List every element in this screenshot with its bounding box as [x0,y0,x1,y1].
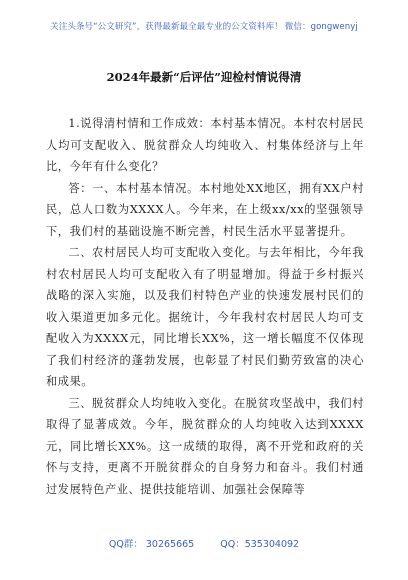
paragraph-1: 1.说得清村情和工作成效：本村基本情况。本村农村居民人均可支配收入、脱贫群众人均纯收入、村集体经济与上年比，今年有什么变化？ [46,117,364,173]
paragraph-2: 答：一、本村基本情况。本村地处XX地区，拥有XX户村民，总人口数为XXXX人。今年来，在上级xx/xx的坚强领导下，我们村的基础设施不断完善，村民生活水平显著提升。 [46,181,364,238]
paragraph-3: 二、农村居民人均可支配收入变化。与去年相比，今年我村农村居民人均可支配收入有了明显增加。得益于乡村振兴战略的深入实施，以及我们村特色产业的快速发展村民们的收入渠道更加多元化。据统计，今年我村农村居民人均可支配收入为XXXX元，同比增长XX%，这一增长幅度不仅体现了我们村经济的蓬勃发展，也彰显了村民们勤劳致富的决心和成果。 [46,246,364,388]
footer-qq: QQ：535304092 [220,539,300,550]
header-banner [0,20,408,32]
header-wechat: 微信：gongwenyj [284,22,358,32]
footer-contact [0,536,408,550]
header-banner-text: 关注头条号“公文研究”，获得最新最全最专业的公文资料库！ [50,22,283,32]
footer-qq-group: QQ群： 30265665 [108,539,195,550]
paragraph-4: 三、脱贫群众人均纯收入变化。在脱贫攻坚战中，我们村取得了显著成效。今年，脱贫群众的人均纯收入达到XXXX元，同比增长XX%。这一成绩的取得，离不开党和政府的关怀与支持，更离不开脱贫群众的自身努力和奋斗。我们村通过发展特色产业、提供技能培训、加强社会保障等 [46,396,364,496]
document-title: 2024年最新“后评估”迎检村情说得清 [106,70,302,84]
document-body [46,113,364,500]
